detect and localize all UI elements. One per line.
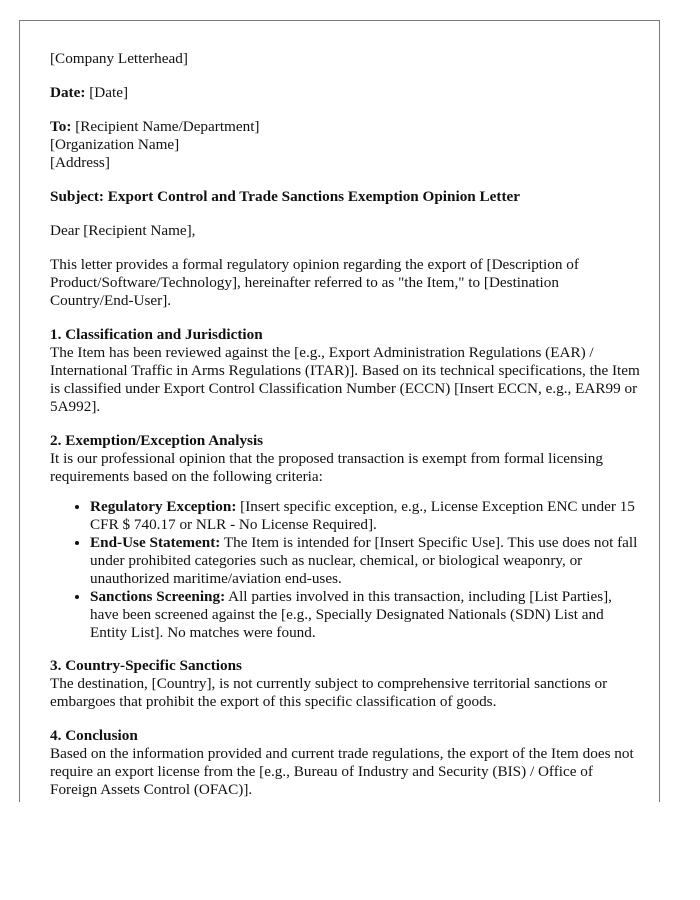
recipient-address: [Address] bbox=[50, 154, 110, 171]
list-item bbox=[90, 588, 640, 642]
section-body-country: The destination, [Country], is not currently subject to comprehensive territorial sanctions or embargoes that prohibit the export of this specific classification of goods. bbox=[50, 675, 608, 710]
list-item bbox=[90, 498, 640, 534]
list-item-text: [Insert specific exception, e.g., License Exception ENC under 15 CFR $ 740.17 or NLR - No License Required]. bbox=[90, 498, 635, 533]
recipient-block bbox=[50, 118, 640, 172]
salutation: Dear [Recipient Name], bbox=[50, 222, 196, 239]
intro-paragraph: This letter provides a formal regulatory opinion regarding the export of [Description of Product/Software/Technology], hereinafter referred to as "the Item," to [Destination Country/End-User]. bbox=[50, 256, 579, 309]
section-heading-classification: 1. Classification and Jurisdiction bbox=[50, 326, 263, 343]
exemption-criteria-list bbox=[50, 498, 640, 642]
section-heading-exemption: 2. Exemption/Exception Analysis bbox=[50, 432, 264, 449]
section-body-conclusion: Based on the information provided and current trade regulations, the export of the Item does not require an export license from the [e.g., Bureau of Industry and Security (BIS) / Office of Foreign Assets Control (OFAC)]. bbox=[50, 745, 634, 798]
organization-name: [Organization Name] bbox=[50, 136, 180, 153]
list-item-label: End-Use Statement: bbox=[90, 534, 221, 551]
letter-content bbox=[50, 50, 640, 799]
date-value: [Date] bbox=[89, 84, 129, 101]
list-item-label: Regulatory Exception: bbox=[90, 498, 237, 515]
list-item-text: All parties involved in this transaction, including [List Parties], have been screened against the [e.g., Specially Designated Nationals (SDN) List and Entity List]. No matches were found. bbox=[90, 588, 612, 641]
letter-page bbox=[19, 20, 660, 802]
recipient-name: [Recipient Name/Department] bbox=[75, 118, 260, 135]
date-line bbox=[50, 84, 640, 102]
subject-line: Subject: Export Control and Trade Sanctions Exemption Opinion Letter bbox=[50, 188, 521, 205]
section-body-classification: The Item has been reviewed against the [e.g., Export Administration Regulations (EAR) / International Traffic in Arms Regulations (ITAR)]. Based on its technical specifications, the Item is classified under Export Control Classification Number (ECCN) [Insert ECCN, e.g., EAR99 or 5A992]. bbox=[50, 344, 640, 415]
list-item-text: The Item is intended for [Insert Specific Use]. This use does not fall under prohibited categories such as nuclear, chemical, or biological weaponry, or unauthorized maritime/aviation end-uses. bbox=[90, 534, 638, 587]
to-label: To: bbox=[50, 118, 72, 135]
section-body-exemption: It is our professional opinion that the proposed transaction is exempt from formal licensing requirements based on the following criteria: bbox=[50, 450, 603, 485]
section-heading-country: 3. Country-Specific Sanctions bbox=[50, 657, 242, 674]
section-heading-conclusion: 4. Conclusion bbox=[50, 727, 138, 744]
list-item-label: Sanctions Screening: bbox=[90, 588, 226, 605]
company-letterhead: [Company Letterhead] bbox=[50, 50, 188, 67]
list-item bbox=[90, 534, 640, 588]
date-label: Date: bbox=[50, 84, 86, 101]
